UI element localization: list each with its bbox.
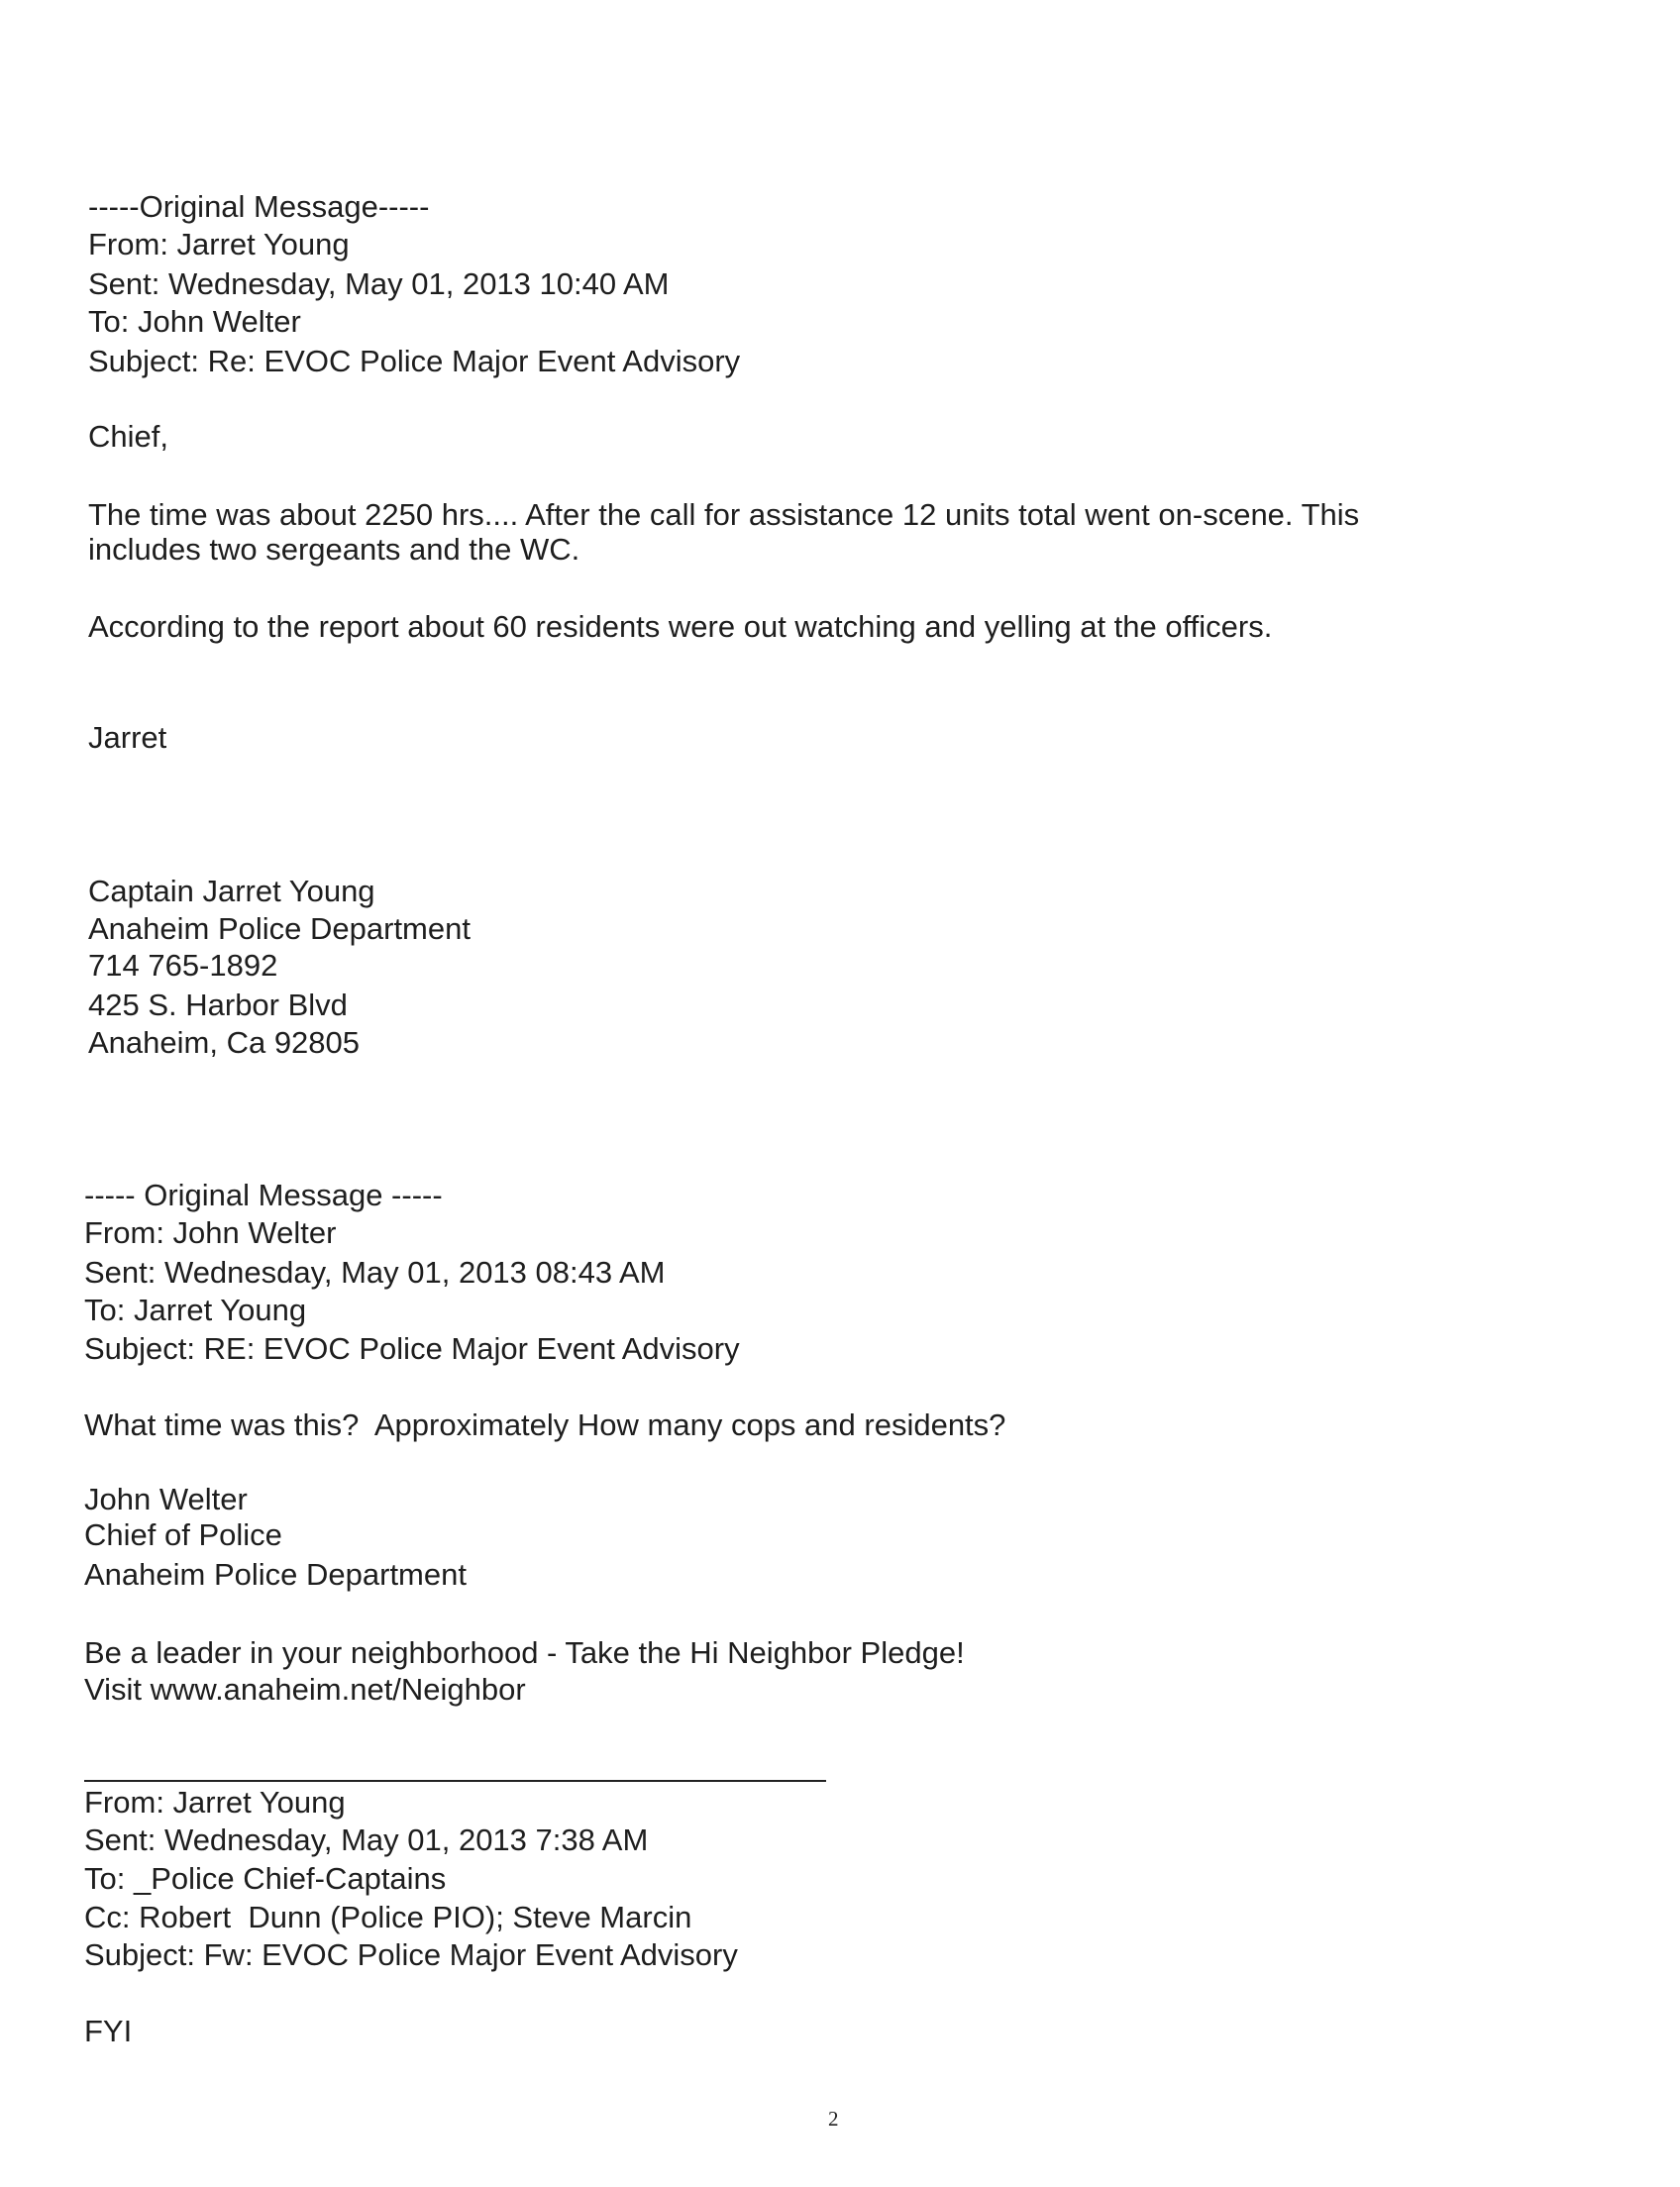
body-line: The time was about 2250 hrs.... After the call for assistance 12 units total went on-scene. This — [88, 497, 1360, 532]
signature-line: Chief of Police — [84, 1517, 282, 1552]
signature-line: Anaheim, Ca 92805 — [88, 1025, 361, 1060]
sent-line: Sent: Wednesday, May 01, 2013 7:38 AM — [84, 1822, 649, 1857]
tagline-line: Be a leader in your neighborhood - Take the Hi Neighbor Pledge! — [84, 1635, 965, 1670]
original-message-marker: -----Original Message----- — [88, 189, 430, 224]
subject-line: Subject: Re: EVOC Police Major Event Advisory — [88, 344, 741, 378]
signature-line: Anaheim Police Department — [88, 911, 471, 946]
body-line: According to the report about 60 residents were out watching and yelling at the officers. — [88, 609, 1273, 644]
subject-line: Subject: Fw: EVOC Police Major Event Advisory — [84, 1937, 738, 1972]
original-message-marker: ----- Original Message ----- — [84, 1178, 443, 1212]
page-number: 2 — [828, 2107, 839, 2131]
signature-line: 714 765-1892 — [88, 948, 278, 983]
to-line: To: Jarret Young — [84, 1293, 307, 1327]
message-divider — [84, 1780, 826, 1782]
signature-line: Captain Jarret Young — [88, 874, 375, 908]
body-line: What time was this? Approximately How many cops and residents? — [84, 1407, 1006, 1442]
to-line: To: John Welter — [88, 304, 301, 339]
sign-off: Jarret — [88, 720, 167, 755]
signature-line: John Welter — [84, 1482, 248, 1516]
tagline-line: Visit www.anaheim.net/Neighbor — [84, 1672, 526, 1707]
to-line: To: _Police Chief-Captains — [84, 1861, 447, 1896]
body-line: includes two sergeants and the WC. — [88, 532, 580, 567]
sent-line: Sent: Wednesday, May 01, 2013 10:40 AM — [88, 266, 670, 301]
subject-line: Subject: RE: EVOC Police Major Event Advisory — [84, 1331, 740, 1366]
from-line: From: John Welter — [84, 1215, 337, 1250]
body-line: FYI — [84, 2014, 133, 2048]
from-line: From: Jarret Young — [88, 227, 350, 261]
sent-line: Sent: Wednesday, May 01, 2013 08:43 AM — [84, 1255, 666, 1290]
from-line: From: Jarret Young — [84, 1785, 346, 1820]
greeting: Chief, — [88, 419, 168, 454]
signature-line: Anaheim Police Department — [84, 1557, 467, 1592]
cc-line: Cc: Robert Dunn (Police PIO); Steve Marcin — [84, 1900, 692, 1934]
signature-line: 425 S. Harbor Blvd — [88, 988, 348, 1022]
